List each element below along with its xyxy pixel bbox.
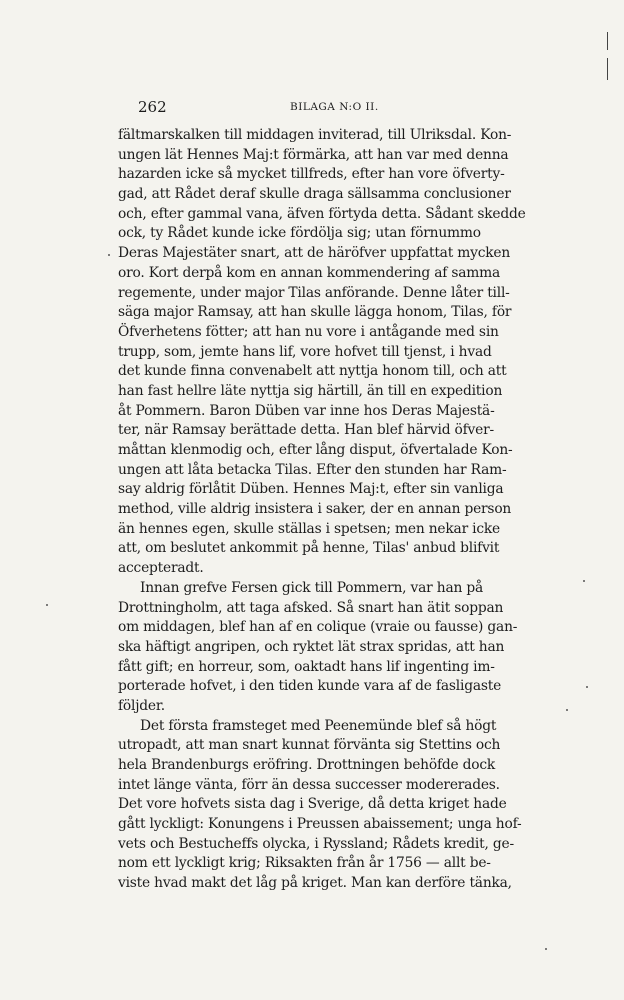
text-line: ock, ty Rådet kunde icke fördölja sig; utan förnummo — [118, 225, 481, 242]
text-line: viste hvad makt det låg på kriget. Man kan derföre tänka, — [118, 875, 512, 892]
text-line: porterade hofvet, i den tiden kunde vara af de fasligaste — [118, 678, 502, 695]
page-header — [138, 98, 570, 118]
text-line: att, om beslutet ankommit på henne, Tilas' anbud blifvit — [118, 540, 500, 557]
text-line: åt Pommern. Baron Düben var inne hos Deras Majestä- — [118, 402, 495, 419]
text-line: nom ett lyckligt krig; Riksakten från år 1756 — allt be- — [118, 855, 491, 872]
text-line: Det vore hofvets sista dag i Sverige, då detta kriget hade — [118, 796, 507, 813]
text-line: gad, att Rådet deraf skulle draga sällsamma conclusioner — [118, 186, 511, 203]
ink-speck — [46, 604, 48, 606]
text-line: say aldrig förlåtit Düben. Hennes Maj:t, efter sin vanliga — [118, 481, 504, 498]
text-line: hazarden icke så mycket tillfreds, efter han vore öfverty- — [118, 166, 505, 183]
text-line: Deras Majestäter snart, att de häröfver uppfattat mycken — [118, 245, 511, 262]
faint-library-stamp — [408, 962, 556, 980]
text-line: fått gift; en horreur, som, oaktadt hans lif ingenting im- — [118, 658, 495, 675]
text-line: och, efter gammal vana, äfven förtyda detta. Sådant skedde — [118, 205, 526, 222]
text-line: säga major Ramsay, att han skulle lägga honom, Tilas, för — [118, 304, 512, 321]
text-line: än hennes egen, skulle ställas i spetsen; men nekar icke — [118, 520, 501, 537]
text-line: följder. — [118, 697, 165, 714]
paragraph-start-line: Det första framsteget med Peenemünde blef så högt — [140, 717, 497, 734]
text-line: fältmarskalken till middagen inviterad, till Ulriksdal. Kon- — [118, 127, 512, 143]
text-line: regemente, under major Tilas anförande. Denne låter till- — [118, 284, 510, 301]
text-line: ungen lät Hennes Maj:t förmärka, att han var med denna — [118, 146, 509, 163]
text-line: trupp, som, jemte hans lif, vore hofvet till tjenst, i hvad — [118, 343, 492, 360]
text-line: om middagen, blef han af en colique (vraie ou fausse) gan- — [118, 619, 518, 636]
text-line: ungen att låta betacka Tilas. Efter den stunden har Ram- — [118, 461, 507, 478]
text-line: måttan klenmodig och, efter lång disput, öfvertalade Kon- — [118, 442, 513, 458]
text-line: intet länge vänta, förr än dessa successer modererades. — [118, 776, 500, 793]
margin-mark — [607, 58, 608, 80]
ink-speck — [583, 580, 585, 582]
running-head: BILAGA N:O II. — [290, 101, 379, 113]
text-line: vets och Bestucheffs olycka, i Ryssland; Rådets kredit, ge- — [118, 835, 514, 852]
text-line: oro. Kort derpå kom en annan kommendering af samma — [118, 264, 501, 281]
text-line: Drottningholm, att taga afsked. Så snart han ätit soppan — [118, 599, 504, 616]
margin-mark — [607, 32, 608, 50]
text-line: gått lyckligt: Konungens i Preussen abaissement; unga hof- — [118, 816, 522, 833]
paragraph-start-line: Innan grefve Fersen gick till Pommern, var han på — [140, 579, 483, 596]
page-number: 262 — [138, 98, 167, 116]
ink-speck — [586, 686, 588, 688]
text-line: method, ville aldrig insistera i saker, der en annan person — [118, 501, 512, 518]
ink-speck — [545, 948, 547, 950]
text-line: utropadt, att man snart kunnat förvänta sig Stettins och — [118, 737, 501, 754]
text-line: Öfverhetens fötter; att han nu vore i antågande med sin — [118, 323, 499, 340]
text-line: hela Brandenburgs eröfring. Drottningen behöfde dock — [118, 757, 496, 773]
body-text — [118, 126, 570, 894]
ink-speck — [108, 254, 110, 256]
ink-speck — [566, 709, 568, 711]
text-line: det kunde finna convenabelt att nyttja honom till, och att — [118, 363, 507, 380]
text-line: ter, när Ramsay berättade detta. Han blef härvid öfver- — [118, 422, 494, 439]
text-line: han fast hellre läte nyttja sig härtill, än till en expedition — [118, 382, 503, 399]
text-line: ska häftigt angripen, och ryktet lät strax spridas, att han — [118, 638, 505, 655]
text-line: accepteradt. — [118, 560, 204, 577]
